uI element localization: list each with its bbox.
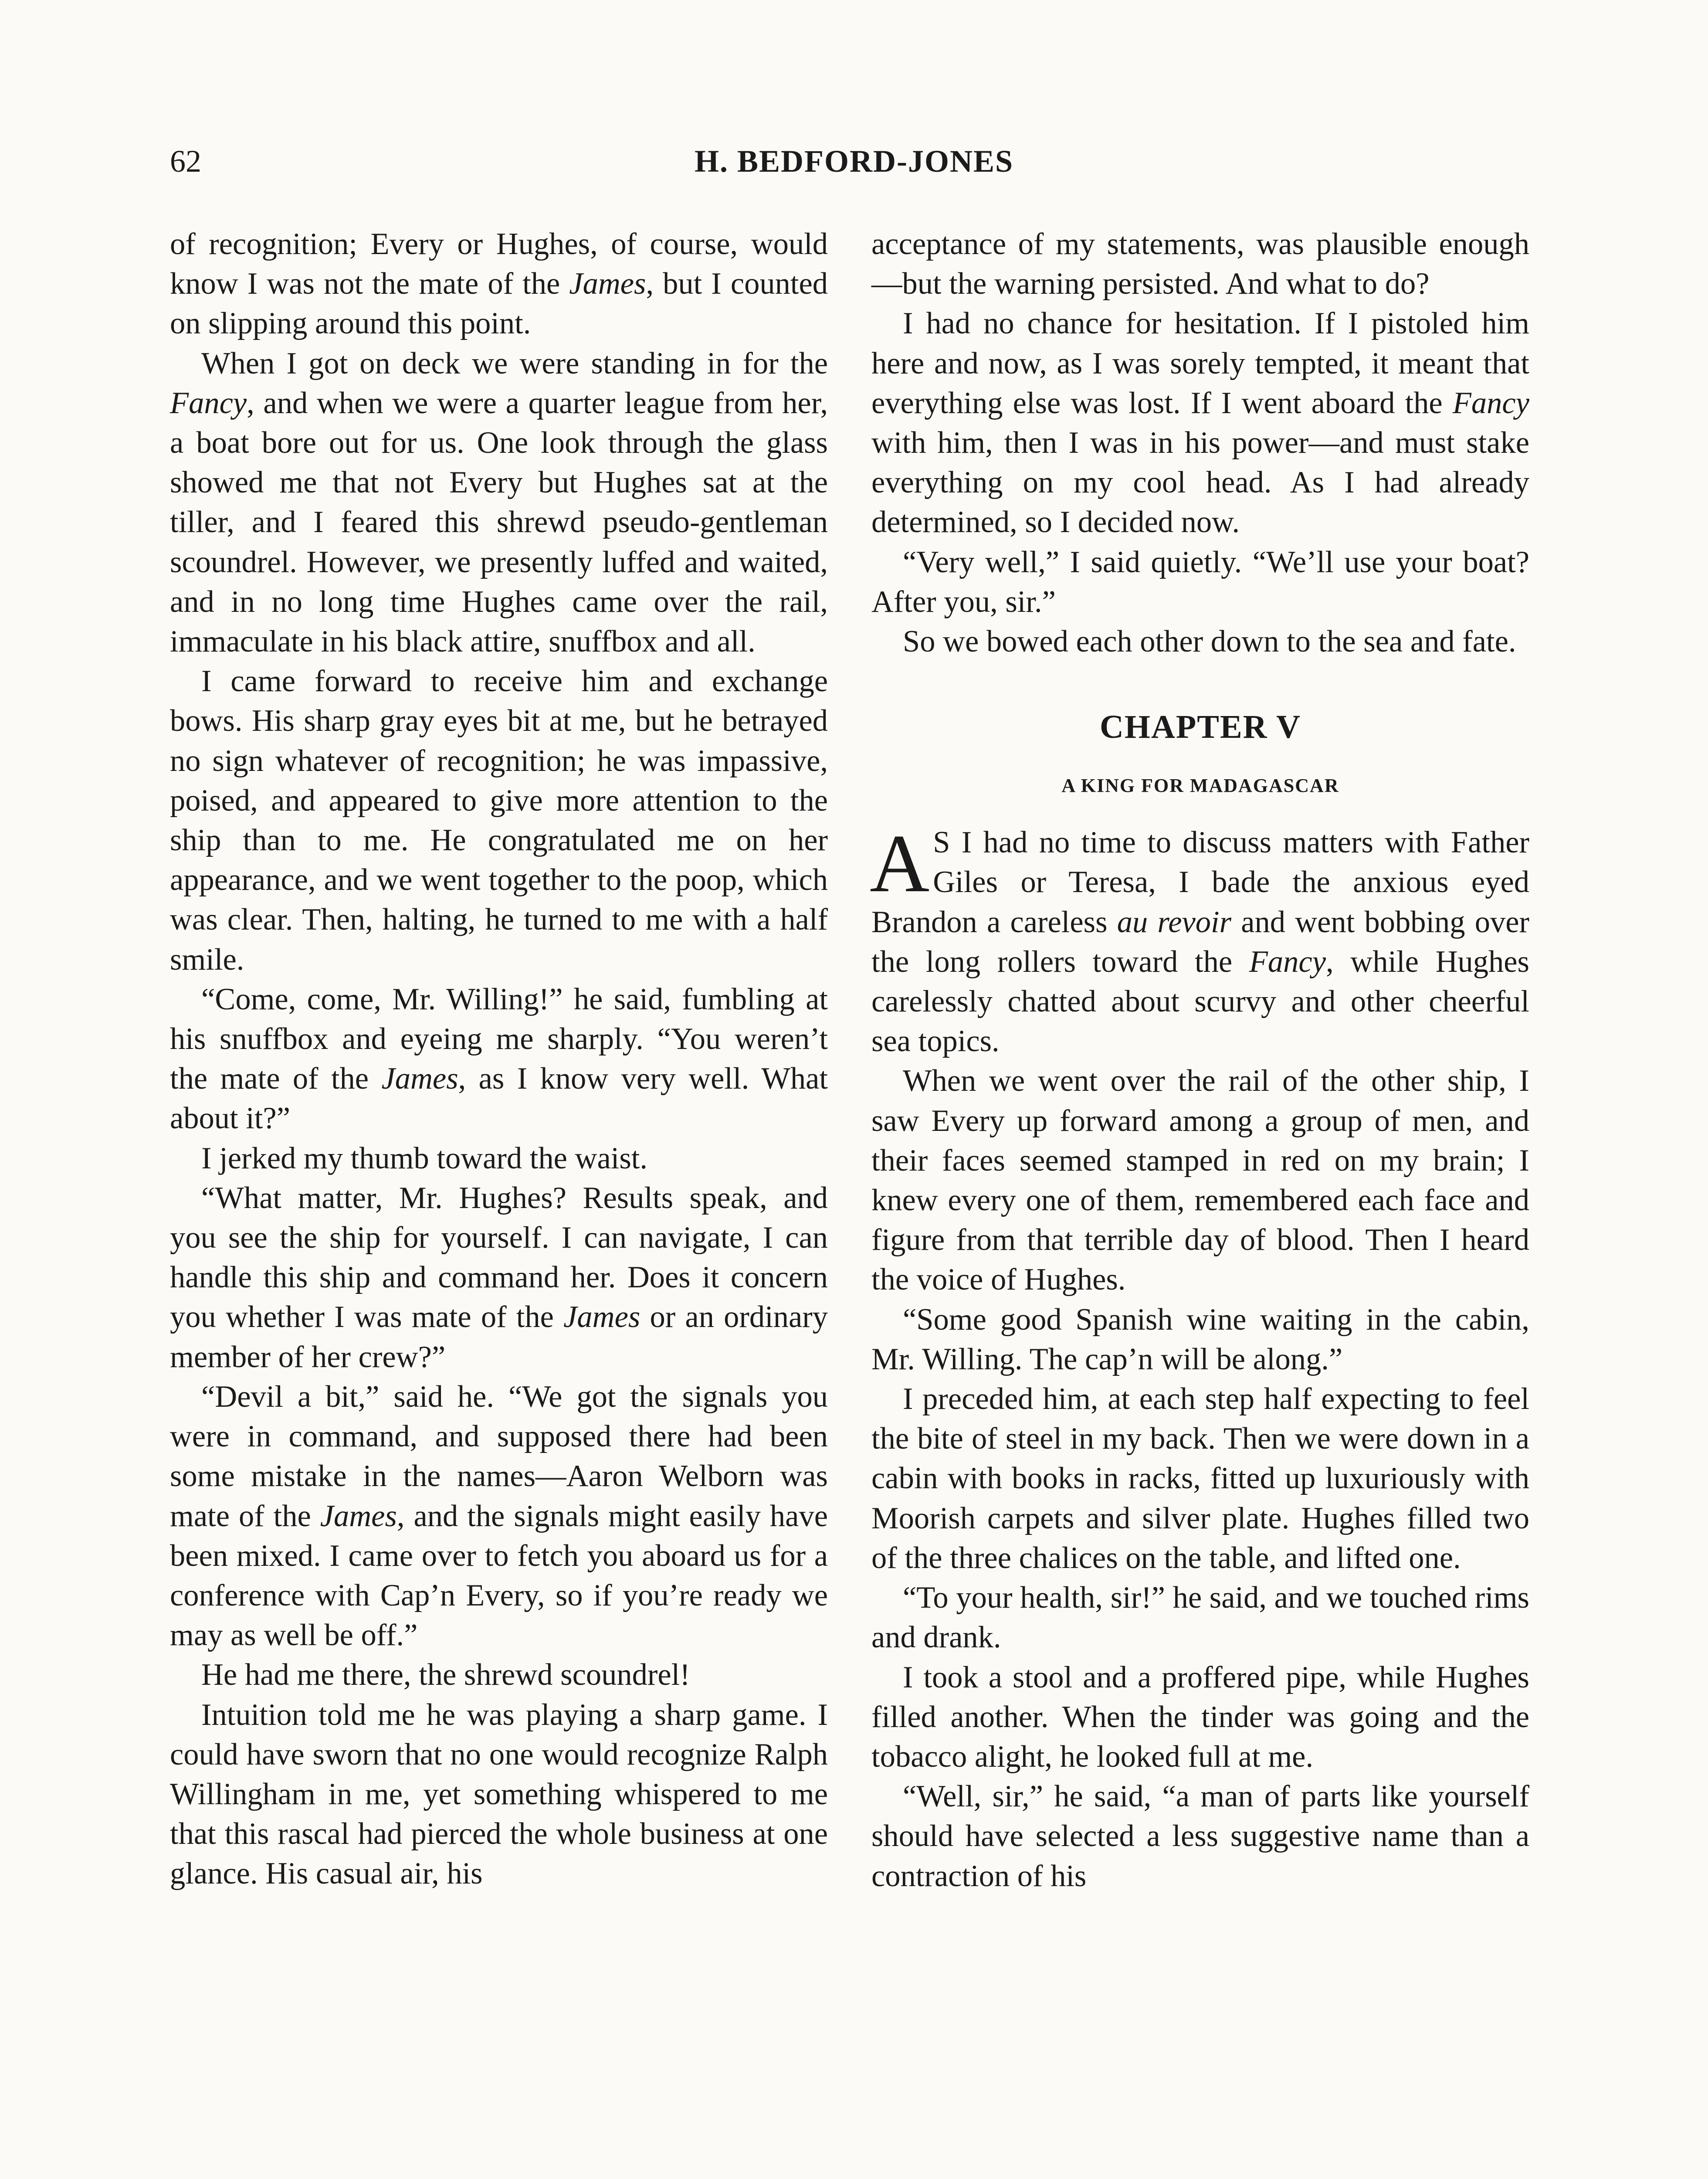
paragraph: I took a stool and a proffered pipe, while Hughes filled another. When the tinder was going and the tobacco alight, he looked full at me. <box>871 1660 1529 1774</box>
drop-cap: A <box>870 818 930 910</box>
chapter-opening-paragraph <box>870 818 1529 1061</box>
running-head <box>170 137 1538 185</box>
paragraph: of recognition; Every or Hughes, of course, would know I was not the mate of the James, but I counted on slipping around this point. <box>170 227 828 341</box>
paragraph: I jerked my thumb toward the waist. <box>201 1141 647 1175</box>
running-title: H. BEDFORD-JONES <box>694 144 1014 179</box>
paragraph: Intuition told me he was playing a sharp game. I could have sworn that no one would recognize Ralph Willingham in me, yet something whispered to me that this rascal had pierced the whole business at one glance. His casual air, his <box>170 1697 828 1891</box>
paragraph: When I got on deck we were standing in for the Fancy, and when we were a quarter league from her, a boat bore out for us. One look through the glass showed me that not Every but Hughes sat at the tiller, and I feared this shrewd pseudo-gentleman scoundrel. However, we presently luffed and waited, and in no long time Hughes came over the rail, immaculate in his black attire, snuffbox and all. <box>170 346 828 659</box>
paragraph: When we went over the rail of the other ship, I saw Every up forward among a group of men, and their faces seemed stamped in red on my brain; I knew every one of them, remembered each face and figure from that terrible day of blood. Then I heard the voice of Hughes. <box>871 1064 1529 1297</box>
paragraph: “Devil a bit,” said he. “We got the signals you were in command, and supposed there had been some mistake in the names—Aaron Welborn was mate of the James, and the signals might easily have been mixed. I came over to fetch you aboard us for a conference with Cap’n Every, so if you’re ready we may as well be off.” <box>170 1379 828 1653</box>
paragraph: “Come, come, Mr. Willing!” he said, fumbling at his snuffbox and eyeing me sharply. “You weren’t the mate of the James, as I know very well. What about it?” <box>170 982 828 1136</box>
chapter-subtitle: A KING FOR MADAGASCAR <box>1061 775 1339 797</box>
chapter-opening-text: S I had no time to discuss matters with Father Giles or Teresa, I bade the anxious eyed Brandon a careless au revoir and went bobbing over the long rollers toward the Fancy, while Hughes carelessly chatted about scurvy and other cheerful sea topics. <box>871 825 1529 1059</box>
paragraph: I preceded him, at each step half expecting to feel the bite of steel in my back. Then we were down in a cabin with books in racks, fitted up luxuriously with Moorish carpets and silver plate. Hughes filled two of the three chalices on the table, and lifted one. <box>871 1382 1529 1575</box>
right-column <box>871 224 1529 1896</box>
paragraph: “Well, sir,” he said, “a man of parts like yourself should have selected a less suggestive name than a contraction of his <box>871 1779 1529 1893</box>
left-column <box>170 224 828 1894</box>
paragraph: He had me there, the shrewd scoundrel! <box>201 1658 690 1692</box>
paragraph: “Some good Spanish wine waiting in the cabin, Mr. Willing. The cap’n will be along.” <box>871 1302 1529 1376</box>
paragraph: I came forward to receive him and exchange bows. His sharp gray eyes bit at me, but he betrayed no sign whatever of recognition; he was impassive, poised, and appeared to give more attention to the ship than to me. He congratulated me on her appearance, and we went together to the poop, which was clear. Then, halting, he turned to me with a half smile. <box>170 664 828 977</box>
page-number: 62 <box>170 144 201 179</box>
paragraph: I had no chance for hesitation. If I pistoled him here and now, as I was sorely tempted, it meant that everything else was lost. If I went aboard the Fancy with him, then I was in his power—and must stake everything on my cool head. As I had already determined, so I decided now. <box>871 306 1529 540</box>
paragraph: “To your health, sir!” he said, and we touched rims and drank. <box>871 1581 1529 1655</box>
paragraph: acceptance of my statements, was plausible enough—but the warning persisted. And what to do? <box>871 227 1529 301</box>
paragraph: “Very well,” I said quietly. “We’ll use your boat? After you, sir.” <box>871 545 1529 619</box>
paragraph: “What matter, Mr. Hughes? Results speak, and you see the ship for yourself. I can navigate, I can handle this ship and command her. Does it concern you whether I was mate of the James or an ordinary member of her crew?” <box>170 1181 828 1374</box>
chapter-title: CHAPTER V <box>1099 709 1301 746</box>
paragraph: So we bowed each other down to the sea and fate. <box>903 625 1516 659</box>
